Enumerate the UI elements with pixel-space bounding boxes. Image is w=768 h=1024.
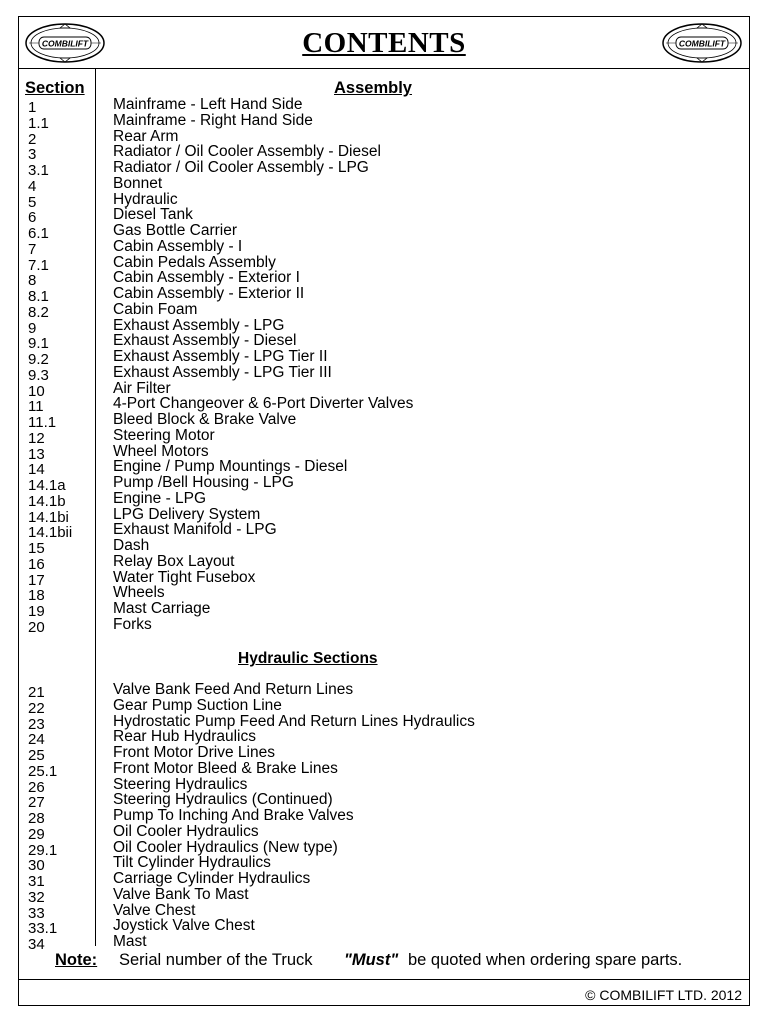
- section-number: 7: [28, 240, 37, 258]
- section-name: Exhaust Assembly - LPG Tier II: [113, 348, 328, 365]
- assembly-column-header: Assembly: [334, 79, 412, 97]
- section-number: 20: [28, 618, 45, 636]
- section-number: 34: [28, 936, 45, 953]
- note-text-before: Serial number of the Truck: [119, 951, 313, 969]
- section-name: Radiator / Oil Cooler Assembly - LPG: [113, 159, 369, 176]
- section-name: Exhaust Assembly - LPG Tier III: [113, 363, 332, 381]
- section-number: 29: [28, 825, 45, 843]
- section-name: Bonnet: [113, 174, 163, 192]
- section-name: Cabin Assembly - I: [113, 237, 243, 255]
- section-name: Bleed Block & Brake Valve: [113, 411, 297, 428]
- section-name: Oil Cooler Hydraulics: [113, 822, 259, 840]
- header-divider: [18, 68, 750, 69]
- section-number: 21: [28, 684, 45, 701]
- section-name: Carriage Cylinder Hydraulics: [113, 870, 311, 887]
- section-name: Air Filter: [113, 379, 171, 397]
- section-name: LPG Delivery System: [113, 505, 261, 523]
- section-number: 13: [28, 445, 45, 463]
- section-name: Steering Hydraulics (Continued): [113, 791, 333, 809]
- section-number: 14.1bii: [28, 524, 73, 542]
- section-name: Exhaust Manifold - LPG: [113, 521, 277, 539]
- section-number: 1.1: [28, 114, 49, 132]
- section-name: Cabin Assembly - Exterior I: [113, 269, 300, 287]
- section-number: 23: [28, 715, 45, 733]
- section-number: 2: [28, 130, 37, 148]
- section-number: 5: [28, 193, 37, 211]
- section-name: Steering Motor: [113, 426, 215, 444]
- section-name: Joystick Valve Chest: [113, 917, 255, 935]
- section-number: 9.3: [28, 366, 49, 384]
- section-name: Tilt Cylinder Hydraulics: [113, 854, 271, 872]
- combilift-logo-right: [661, 22, 743, 64]
- section-number: 18: [28, 587, 45, 605]
- note-label: Note:: [55, 951, 98, 969]
- section-number: 28: [28, 810, 45, 827]
- section-name: Rear Arm: [113, 127, 179, 145]
- logo-right-text: COMBILIFT: [678, 38, 726, 49]
- section-name: Cabin Assembly - Exterior II: [113, 285, 305, 302]
- section-name: Engine - LPG: [113, 489, 207, 507]
- section-number: 11.1: [28, 414, 57, 431]
- section-number: 33.1: [28, 920, 58, 938]
- section-number: 3: [28, 146, 37, 164]
- section-number: 29.1: [28, 841, 58, 859]
- section-number: 31: [28, 873, 45, 890]
- section-name: Front Motor Drive Lines: [113, 744, 275, 761]
- section-name: Relay Box Layout: [113, 552, 235, 570]
- section-name: Wheels: [113, 584, 165, 602]
- section-number: 33: [28, 904, 45, 922]
- section-number: 16: [28, 555, 45, 573]
- section-name: Mainframe - Left Hand Side: [113, 96, 303, 113]
- section-name: Dash: [113, 537, 150, 554]
- section-name: Valve Bank To Mast: [113, 885, 249, 903]
- note-text-after: be quoted when ordering spare parts.: [408, 951, 683, 969]
- section-number: 9.2: [28, 351, 49, 368]
- section-number: 8.1: [28, 288, 49, 305]
- section-number: 7.1: [28, 256, 49, 274]
- section-name: Cabin Foam: [113, 300, 198, 318]
- section-number: 11: [28, 398, 44, 416]
- section-number: 4: [28, 177, 37, 195]
- section-name: Exhaust Assembly - LPG: [113, 316, 285, 334]
- section-name: Engine / Pump Mountings - Diesel: [113, 458, 348, 476]
- section-number: 1: [28, 99, 37, 116]
- section-number: 25.1: [28, 762, 58, 780]
- section-number: 8.2: [28, 303, 49, 321]
- section-name: Pump To Inching And Brake Valves: [113, 807, 354, 824]
- section-number: 14.1b: [28, 492, 66, 510]
- section-number: 10: [28, 382, 45, 400]
- section-number: 8: [28, 272, 37, 290]
- section-number: 6.1: [28, 225, 49, 242]
- section-number: 9: [28, 319, 37, 337]
- section-name: Valve Bank Feed And Return Lines: [113, 681, 354, 698]
- section-name: Valve Chest: [113, 901, 196, 919]
- column-divider: [95, 68, 96, 946]
- note-emphasis: "Must": [344, 951, 399, 969]
- logo-left-text: COMBILIFT: [41, 38, 89, 49]
- section-number: 6: [28, 209, 37, 227]
- section-number: 17: [28, 571, 45, 589]
- section-name: Water Tight Fusebox: [113, 568, 256, 586]
- section-name: Mast Carriage: [113, 600, 211, 617]
- section-number: 12: [28, 429, 45, 447]
- section-number: 14: [28, 461, 45, 479]
- section-column-header: Section: [25, 79, 85, 97]
- section-name: Gas Bottle Carrier: [113, 222, 238, 239]
- section-name: Oil Cooler Hydraulics (New type): [113, 838, 338, 856]
- section-number: 30: [28, 857, 45, 875]
- section-name: Gear Pump Suction Line: [113, 696, 282, 714]
- section-name: Mainframe - Right Hand Side: [113, 111, 313, 129]
- section-name: Forks: [113, 615, 152, 633]
- section-name: Radiator / Oil Cooler Assembly - Diesel: [113, 143, 381, 161]
- page-title: CONTENTS: [302, 27, 466, 59]
- section-number: 9.1: [28, 335, 49, 353]
- section-name: Front Motor Bleed & Brake Lines: [113, 759, 338, 777]
- section-number: 32: [28, 888, 45, 906]
- section-number: 19: [28, 603, 45, 620]
- section-number: 14.1a: [28, 477, 66, 494]
- section-number: 3.1: [28, 162, 49, 179]
- section-name: Steering Hydraulics: [113, 775, 248, 793]
- section-name: Wheel Motors: [113, 442, 209, 460]
- section-number: 14.1bi: [28, 508, 69, 526]
- section-number: 15: [28, 540, 45, 557]
- section-name: Cabin Pedals Assembly: [113, 253, 276, 271]
- section-name: 4-Port Changeover & 6-Port Diverter Valves: [113, 395, 414, 413]
- section-name: Mast: [113, 933, 147, 950]
- section-number: 22: [28, 699, 45, 717]
- section-number: 24: [28, 731, 45, 749]
- section-name: Hydraulic: [113, 190, 178, 208]
- hydraulic-sections-header: Hydraulic Sections: [238, 650, 378, 667]
- section-number: 25: [28, 747, 45, 764]
- section-number: 27: [28, 794, 45, 812]
- footer-divider: [18, 979, 750, 980]
- section-name: Diesel Tank: [113, 206, 193, 224]
- section-name: Hydrostatic Pump Feed And Return Lines Hydraulics: [113, 712, 475, 730]
- section-name: Rear Hub Hydraulics: [113, 728, 256, 746]
- copyright: © COMBILIFT LTD. 2012: [585, 987, 742, 1003]
- section-name: Exhaust Assembly - Diesel: [113, 332, 297, 350]
- section-name: Pump /Bell Housing - LPG: [113, 474, 294, 491]
- section-number: 26: [28, 778, 45, 796]
